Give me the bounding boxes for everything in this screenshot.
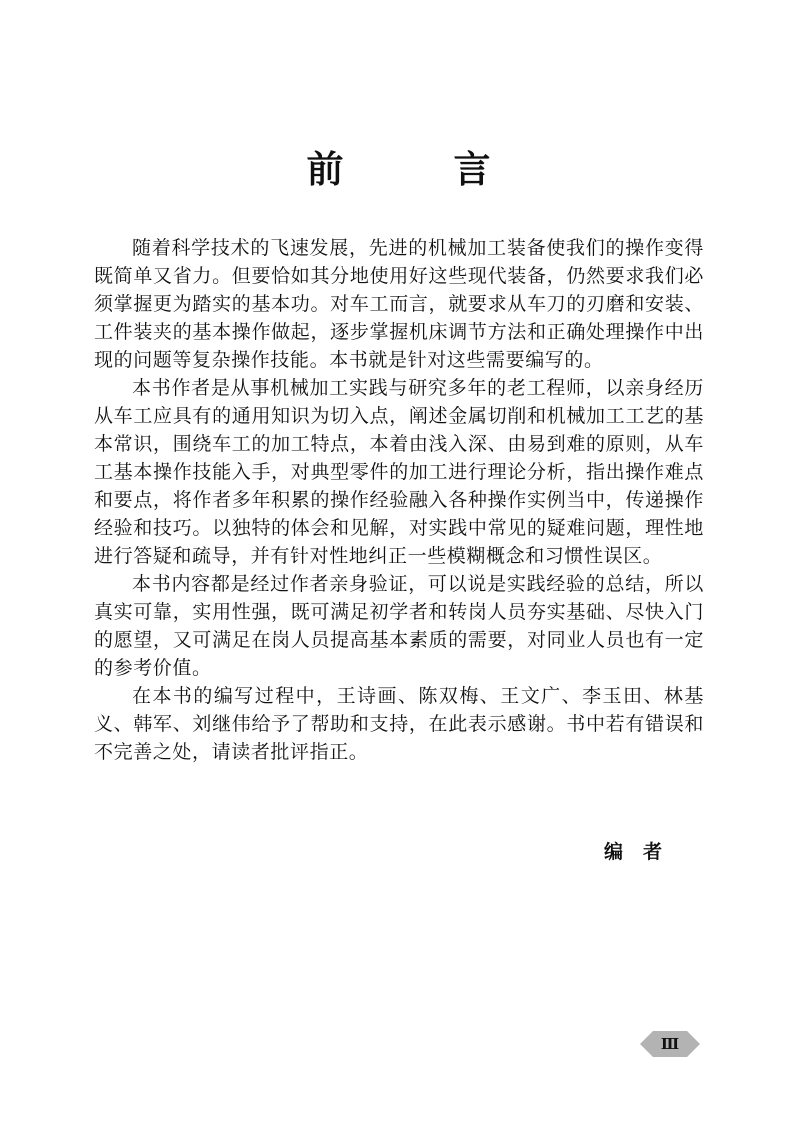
page-number: Ⅲ xyxy=(660,1035,680,1053)
paragraph-1: 随着科学技术的飞速发展，先进的机械加工装备使我们的操作变得既简单又省力。但要恰如其分地使用好这些现代装备，仍然要求我们必须掌握更为踏实的基本功。对车工而言，就要求从车刀的刃磨和安装、工件装夹的基本操作做起，逐步掌握机床调节方法和正确处理操作中出现的问题等复杂操作技能。本书就是针对这些需要编写的。 xyxy=(94,237,704,371)
author-signature: 编者 xyxy=(604,841,683,863)
page-number-badge xyxy=(640,1031,700,1057)
paragraph-4: 在本书的编写过程中，王诗画、陈双梅、王文广、李玉田、林基义、韩军、刘继伟给予了帮助和支持，在此表示感谢。书中若有错误和不完善之处，请读者批评指正。 xyxy=(94,685,704,763)
page-title: 前言 xyxy=(306,148,601,191)
preface-body xyxy=(94,234,704,766)
paragraph-3: 本书内容都是经过作者亲身验证，可以说是实践经验的总结，所以真实可靠，实用性强，既可满足初学者和转岗人员夯实基础、尽快入门的愿望，又可满足在岗人员提高基本素质的需要，对同业人员也有一定的参考价值。 xyxy=(94,573,704,679)
paragraph-2: 本书作者是从事机械加工实践与研究多年的老工程师，以亲身经历从车工应具有的通用知识为切入点，阐述金属切削和机械加工工艺的基本常识，围绕车工的加工特点，本着由浅入深、由易到难的原则，从车工基本操作技能入手，对典型零件的加工进行理论分析，指出操作难点和要点，将作者多年积累的操作经验融入各种操作实例当中，传递操作经验和技巧。以独特的体会和见解，对实践中常见的疑难问题，理性地进行答疑和疏导，并有针对性地纠正一些模糊概念和习惯性误区。 xyxy=(94,377,704,567)
